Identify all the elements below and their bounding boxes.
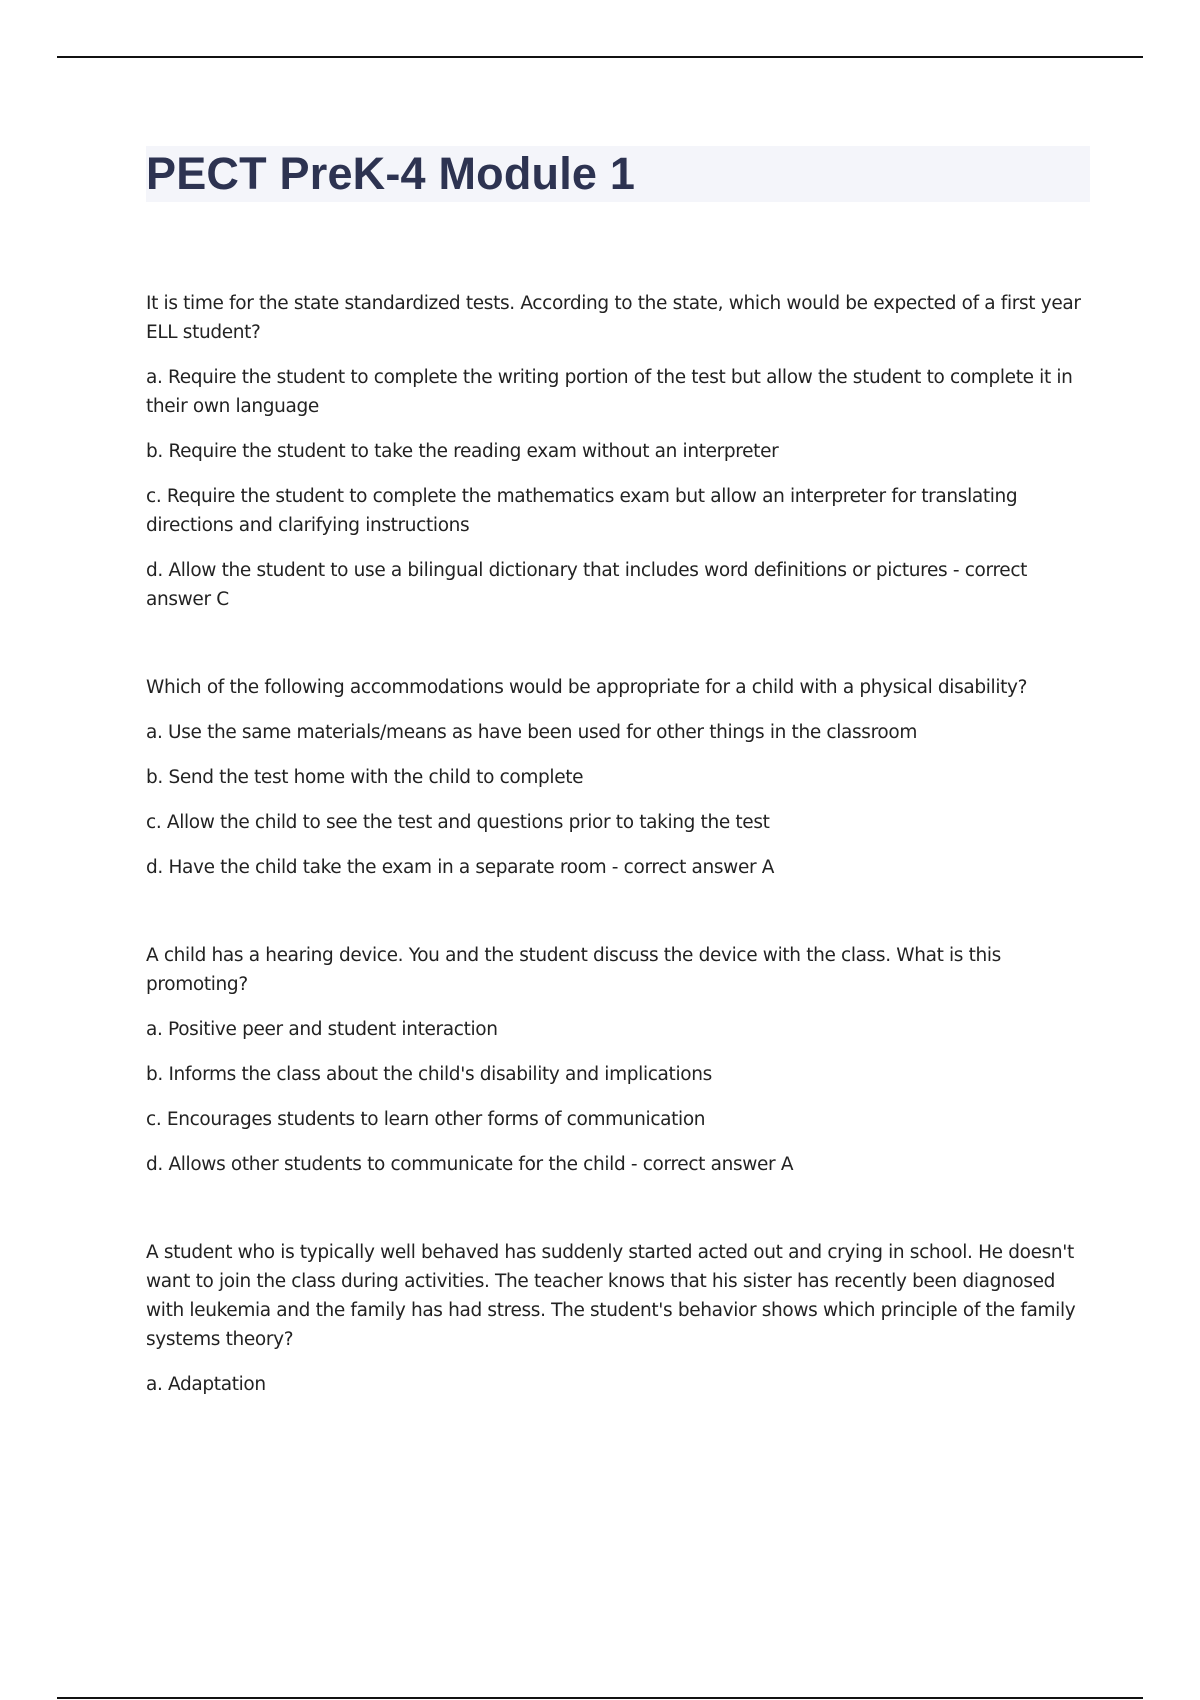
answer-option-a: a. Use the same materials/means as have been used for other things in the classroom <box>146 722 918 743</box>
answer-option-a: a. Positive peer and student interaction <box>146 1019 498 1040</box>
question-list <box>146 289 1090 1399</box>
answer-option-d: d. Allows other students to communicate for the child - correct answer A <box>146 1154 794 1175</box>
answer-option-a: a. Adaptation <box>146 1374 266 1395</box>
question-4 <box>146 1238 1090 1399</box>
answer-option-b: b. Require the student to take the reading exam without an interpreter <box>146 441 779 462</box>
answer-option-d: d. Allow the student to use a bilingual dictionary that includes word definitions or pictures - correct answer C <box>146 560 1028 610</box>
answer-option-b: b. Send the test home with the child to complete <box>146 767 584 788</box>
answer-option-c: c. Encourages students to learn other forms of communication <box>146 1109 706 1130</box>
answer-option-c: c. Require the student to complete the mathematics exam but allow an interpreter for translating directions and clarifying instructions <box>146 486 1018 536</box>
answer-option-b: b. Informs the class about the child's disability and implications <box>146 1064 712 1085</box>
question-text: A child has a hearing device. You and the student discuss the device with the class. What is this promoting? <box>146 945 1001 995</box>
question-text: A student who is typically well behaved has suddenly started acted out and crying in school. He doesn't want to join the class during activities. The teacher knows that his sister has recently been diagnosed with leukemia and the family has had stress. The student's behavior shows which principle of the family systems theory? <box>146 1242 1076 1350</box>
question-1 <box>146 289 1090 614</box>
top-rule <box>57 56 1143 58</box>
answer-option-c: c. Allow the child to see the test and questions prior to taking the test <box>146 812 770 833</box>
title-banner <box>146 146 1090 202</box>
bottom-rule <box>57 1697 1143 1699</box>
answer-option-a: a. Require the student to complete the writing portion of the test but allow the student to complete it in their own language <box>146 367 1073 417</box>
question-3 <box>146 941 1090 1179</box>
document-page <box>146 146 1090 1458</box>
question-2 <box>146 673 1090 882</box>
question-text: It is time for the state standardized tests. According to the state, which would be expected of a first year ELL student? <box>146 293 1081 343</box>
page-title: PECT PreK-4 Module 1 <box>146 148 636 199</box>
question-text: Which of the following accommodations would be appropriate for a child with a physical disability? <box>146 677 1028 698</box>
answer-option-d: d. Have the child take the exam in a separate room - correct answer A <box>146 857 775 878</box>
